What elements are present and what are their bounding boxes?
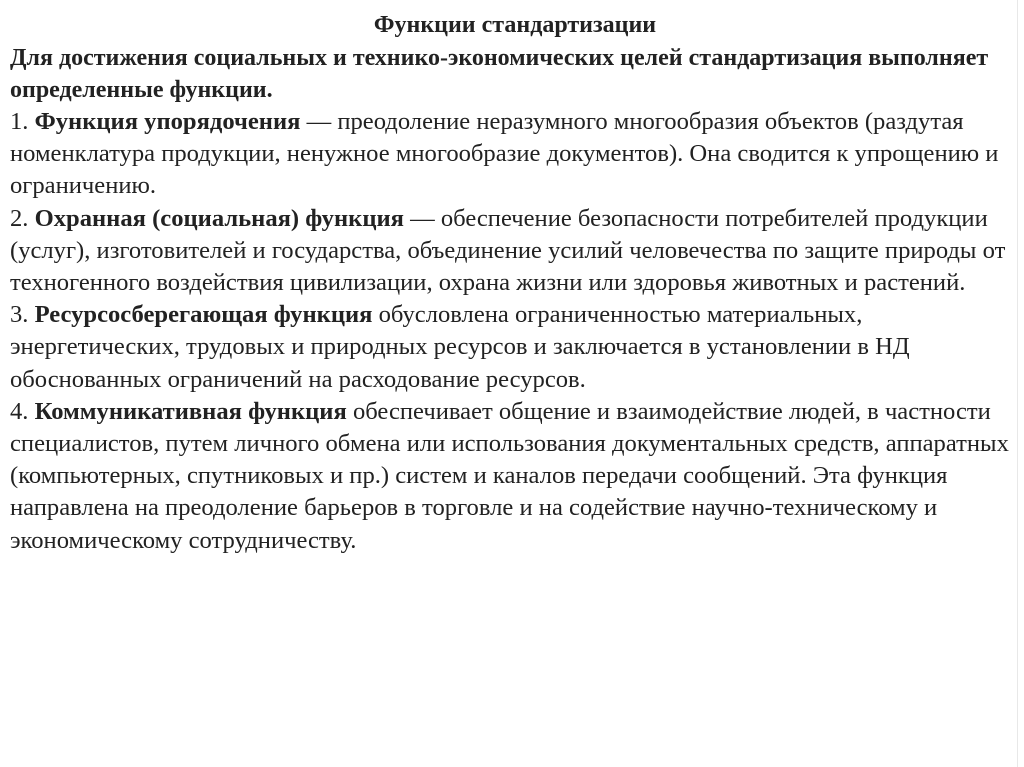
function-name: Функция упорядочения <box>34 108 301 135</box>
function-name: Ресурсосберегающая функция <box>34 301 373 329</box>
function-item-1 <box>10 106 1010 203</box>
function-number: 1. <box>10 108 29 135</box>
function-name: Охранная (социальная) функция <box>34 204 404 232</box>
function-number: 3. <box>10 301 29 329</box>
function-item-4 <box>10 396 1010 557</box>
function-item-2 <box>10 203 1010 300</box>
slide-edge-divider <box>1017 0 1018 767</box>
function-text: — преодоление неразумного многообразия объектов (раздутая номенклатура продукции, ненужное многообразие документов). Она сводится к упрощению и ограничению. <box>10 108 999 200</box>
function-item-3 <box>10 299 1010 396</box>
intro-text: Для достижения социальных и технико-экономических целей стандартизация выполняет определенные функции. <box>10 45 989 103</box>
slide-title: Функции стандартизации <box>373 12 657 38</box>
function-number: 2. <box>10 204 29 232</box>
function-text: — обеспечение безопасности потребителей продукции (услуг), изготовителей и государства, объединение усилий человечества по защите природы от техногенного воздействия цивилизации, охрана жизни или здоровья животных и растений. <box>10 204 1006 297</box>
function-number: 4. <box>10 397 29 425</box>
function-text: обусловлена ограниченностью материальных, энергетических, трудовых и природных ресурсов и заключается в установлении в НД обоснованных ограничений на расходование ресурсов. <box>10 301 910 393</box>
function-text: обеспечивает общение и взаимодействие людей, в частности специалистов, путем личного обмена или использования документальных средств, аппаратных (компьютерных, спутниковых и пр.) систем и каналов передачи сообщений. Эта функция направлена на преодоление барьеров в торговле и на содействие научно-техническому и экономическому сотрудничеству. <box>10 397 1009 554</box>
function-name: Коммуникативная функция <box>34 397 347 425</box>
